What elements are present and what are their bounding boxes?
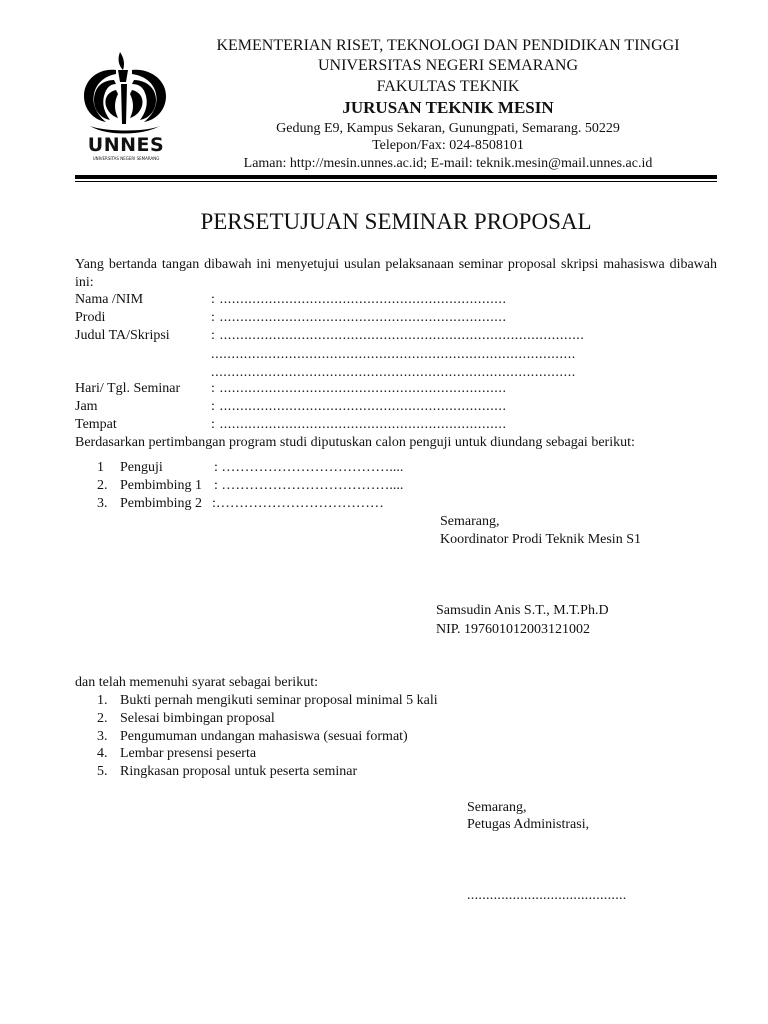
logo-text: UNNES xyxy=(87,134,165,156)
field-nama-label: Nama /NIM xyxy=(75,292,144,307)
header-faculty: FAKULTAS TEKNIK xyxy=(376,78,520,95)
header-divider-thick xyxy=(75,175,717,179)
unnes-logo xyxy=(76,48,176,170)
field-jam-label: Jam xyxy=(75,399,98,414)
field-tempat-blank[interactable]: : ...................................................................... xyxy=(211,417,507,432)
sign2-role: Petugas Administrasi, xyxy=(467,817,590,832)
header-department: JURUSAN TEKNIK MESIN xyxy=(342,98,554,117)
examiner-blank[interactable]: : ……………………………….... xyxy=(214,460,404,475)
examiner-number: 3. xyxy=(97,496,108,511)
field-tempat-label: Tempat xyxy=(75,417,117,432)
examiner-label: Pembimbing 1 xyxy=(120,478,203,493)
requirement-item: Selesai bimbingan proposal xyxy=(120,711,275,726)
header-website: Laman: http://mesin.unnes.ac.id; E-mail: teknik.mesin@mail.unnes.ac.id xyxy=(243,156,653,171)
field-jam-blank[interactable]: : ...................................................................... xyxy=(211,399,507,414)
examiner-blank[interactable]: : ……………………………….... xyxy=(214,478,404,493)
header-address: Gedung E9, Kampus Sekaran, Gunungpati, Semarang. 50229 xyxy=(276,121,620,136)
field-prodi-blank[interactable]: : ...................................................................... xyxy=(211,310,507,325)
sign1-nip: NIP. 197601012003121002 xyxy=(436,622,591,637)
requirement-number: 3. xyxy=(97,729,108,744)
header-university: UNIVERSITAS NEGERI SEMARANG xyxy=(317,57,579,74)
requirement-item: Bukti pernah mengikuti seminar proposal minimal 5 kali xyxy=(120,693,438,708)
field-judul-blank-2[interactable]: ......................................................................................... xyxy=(211,347,576,362)
examiner-number: 2. xyxy=(97,478,108,493)
requirements-intro: dan telah memenuhi syarat sebagai berikut: xyxy=(75,675,318,690)
decision-text: Berdasarkan pertimbangan program studi diputuskan calon penguji untuk diundang sebagai berikut: xyxy=(75,435,635,450)
field-judul-blank-3[interactable]: ......................................................................................... xyxy=(211,365,576,380)
intro-paragraph: Yang bertanda tangan dibawah ini menyetujui usulan pelaksanaan seminar proposal skripsi mahasiswa dibawah ini: xyxy=(75,257,717,290)
requirement-number: 1. xyxy=(97,693,108,708)
sign2-place: Semarang, xyxy=(467,800,527,815)
field-hari-label: Hari/ Tgl. Seminar xyxy=(75,381,181,396)
examiner-label: Penguji xyxy=(120,460,163,475)
sign1-role: Koordinator Prodi Teknik Mesin S1 xyxy=(440,532,641,547)
field-nama-blank[interactable]: : ...................................................................... xyxy=(211,292,507,307)
field-judul-blank-1[interactable]: : ......................................................................................... xyxy=(211,328,585,343)
header-divider-thin xyxy=(75,181,717,182)
field-judul-label: Judul TA/Skripsi xyxy=(75,328,170,343)
sign1-place: Semarang, xyxy=(440,514,500,529)
examiner-label: Pembimbing 2 xyxy=(120,496,203,511)
logo-subtext: UNIVERSITAS NEGERI SEMARANG xyxy=(92,156,160,161)
requirement-item: Pengumuman undangan mahasiswa (sesuai format) xyxy=(120,729,408,744)
sign2-signature-line[interactable]: .......................................... xyxy=(467,888,627,903)
field-hari-blank[interactable]: : ...................................................................... xyxy=(211,381,507,396)
requirement-item: Lembar presensi peserta xyxy=(120,746,257,761)
requirement-item: Ringkasan proposal untuk peserta seminar xyxy=(120,764,358,779)
examiner-number: 1 xyxy=(97,460,104,475)
header-ministry: KEMENTERIAN RISET, TEKNOLOGI DAN PENDIDIKAN TINGGI xyxy=(216,37,680,54)
examiner-blank[interactable]: :……………………………… xyxy=(212,496,384,511)
document-title: PERSETUJUAN SEMINAR PROPOSAL xyxy=(200,209,592,234)
requirement-number: 5. xyxy=(97,764,108,779)
requirement-number: 2. xyxy=(97,711,108,726)
sign1-name: Samsudin Anis S.T., M.T.Ph.D xyxy=(436,603,609,618)
header-phone: Telepon/Fax: 024-8508101 xyxy=(372,138,524,153)
field-prodi-label: Prodi xyxy=(75,310,106,325)
requirement-number: 4. xyxy=(97,746,108,761)
